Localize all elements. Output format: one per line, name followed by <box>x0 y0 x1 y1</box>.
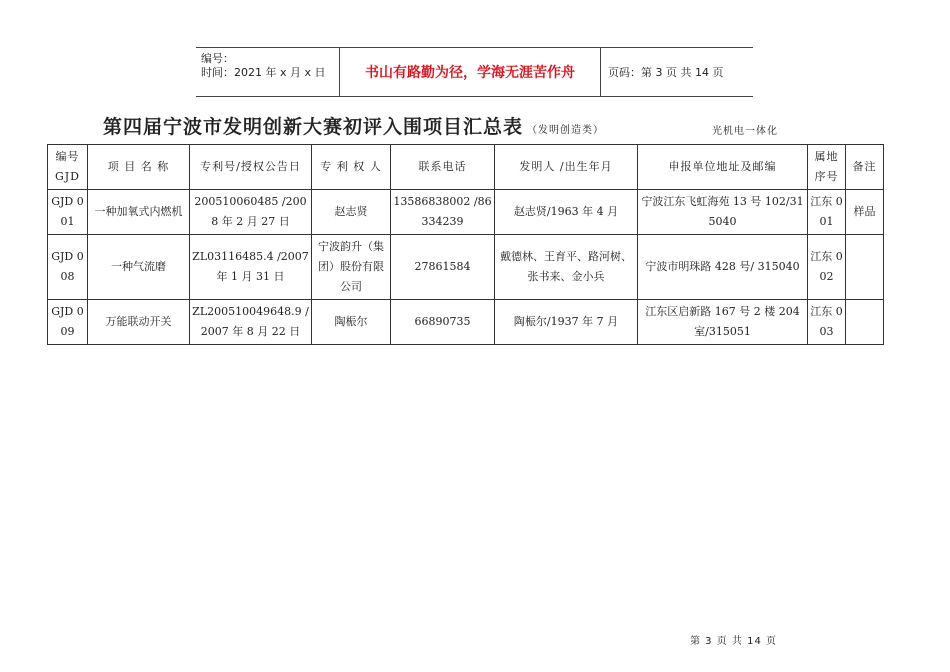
cell-phone: 66890735 <box>391 300 495 345</box>
col-header-holder: 专 利 权 人 <box>312 145 391 190</box>
cell-inventor: 赵志贤/1963 年 4 月 <box>495 190 638 235</box>
summary-table <box>47 144 884 345</box>
cell-locality: 江东 003 <box>808 300 846 345</box>
col-header-patent: 专利号/授权公告日 <box>190 145 312 190</box>
cell-patent: 200510060485 /2008 年 2 月 27 日 <box>190 190 312 235</box>
cell-locality: 江东 001 <box>808 190 846 235</box>
cell-id: GJD 008 <box>48 235 88 300</box>
cell-remarks <box>846 235 884 300</box>
number-label: 编号： <box>201 52 234 65</box>
cell-inventor: 戴德林、王育平、路河树、张书来、金小兵 <box>495 235 638 300</box>
page-label: 页码：第 3 页 共 14 页 <box>608 66 724 79</box>
cell-patent: ZL03116485.4 /2007 年 1 月 31 日 <box>190 235 312 300</box>
col-header-address: 申报单位地址及邮编 <box>638 145 808 190</box>
cell-address: 宁波市明珠路 428 号/ 315040 <box>638 235 808 300</box>
category-label: 光机电一体化 <box>712 126 778 137</box>
col-header-remarks: 备注 <box>846 145 884 190</box>
motto: 书山有路勤为径，学海无涯苦作舟 <box>339 48 601 96</box>
cell-phone: 13586838002 /86334239 <box>391 190 495 235</box>
table-header-row <box>48 145 884 190</box>
col-header-locality: 属地 序号 <box>808 145 846 190</box>
cell-address: 江东区启新路 167 号 2 楼 204 室/315051 <box>638 300 808 345</box>
col-header-inventor: 发明人 /出生年月 <box>495 145 638 190</box>
table-row <box>48 190 884 235</box>
cell-project: 一种气流磨 <box>88 235 190 300</box>
cell-remarks <box>846 300 884 345</box>
page-footer: 第 3 页 共 14 页 <box>690 636 777 647</box>
cell-id: GJD 001 <box>48 190 88 235</box>
title-row <box>103 112 604 139</box>
cell-locality: 江东 002 <box>808 235 846 300</box>
cell-id: GJD 009 <box>48 300 88 345</box>
col-header-project: 项 目 名 称 <box>88 145 190 190</box>
table-row <box>48 235 884 300</box>
cell-holder: 陶桭尔 <box>312 300 391 345</box>
document-title: 第四届宁波市发明创新大赛初评入围项目汇总表 <box>103 116 524 138</box>
table-row <box>48 300 884 345</box>
cell-holder: 宁波韵升（集团）股份有限公司 <box>312 235 391 300</box>
cell-patent: ZL200510049648.9 /2007 年 8 月 22 日 <box>190 300 312 345</box>
cell-holder: 赵志贤 <box>312 190 391 235</box>
cell-project: 万能联动开关 <box>88 300 190 345</box>
cell-project: 一种加氧式内燃机 <box>88 190 190 235</box>
page-header <box>196 47 753 97</box>
cell-remarks: 样品 <box>846 190 884 235</box>
cell-address: 宁波江东飞虹海苑 13 号 102/315040 <box>638 190 808 235</box>
cell-phone: 27861584 <box>391 235 495 300</box>
cell-inventor: 陶桭尔/1937 年 7 月 <box>495 300 638 345</box>
document-subtitle: （发明创造类） <box>527 125 605 136</box>
header-meta <box>201 52 326 80</box>
time-label: 时间：2021 年 x 月 x 日 <box>201 66 326 79</box>
col-header-id: 编号 GJD <box>48 145 88 190</box>
col-header-phone: 联系电话 <box>391 145 495 190</box>
